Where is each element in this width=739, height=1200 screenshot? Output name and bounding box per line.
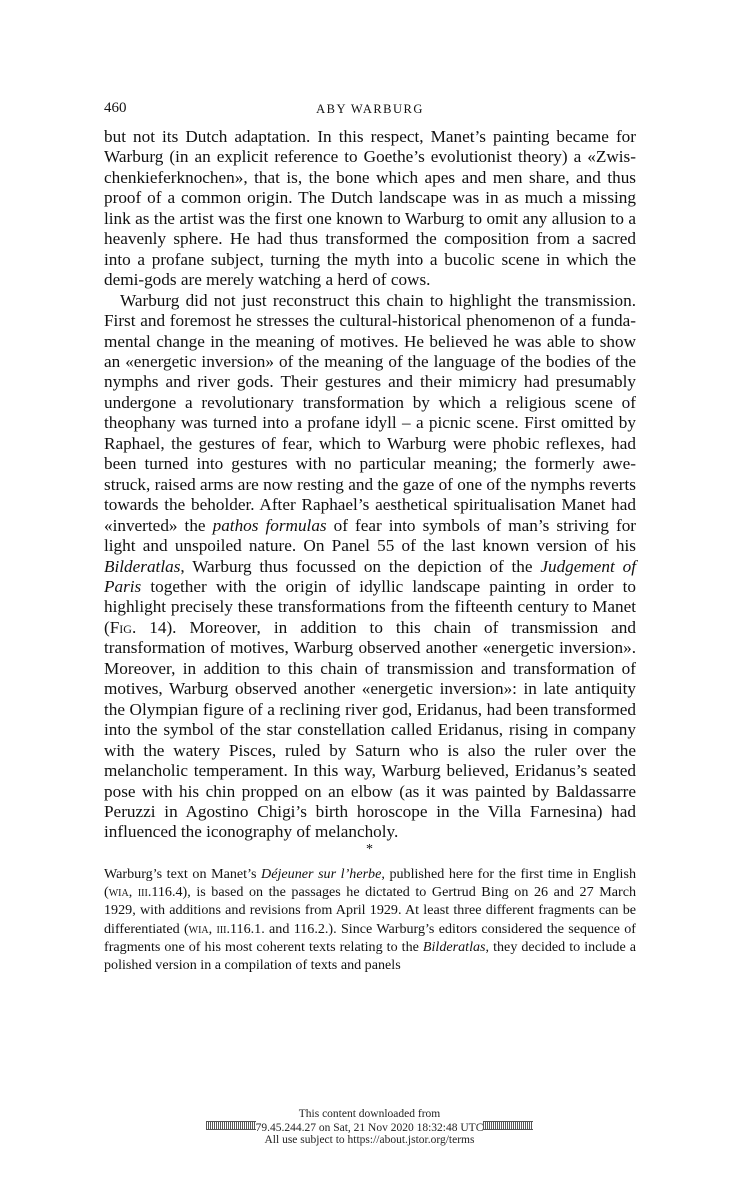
editorial-note xyxy=(104,865,636,974)
roman-numeral: iii xyxy=(137,884,148,901)
paragraph-1: but not its Dutch adaptation. In this respect, Manet’s painting became for Warburg (in an explicit reference to Goethe’s evolutionist theory) a «Zwischenkieferknochen», that is, the bone which apes and men share, and thus proof of a common origin. The Dutch landscape was in as much a missing link as the artist was the first one known to Warburg to omit any allusion to a heavenly sphere. He had thus transformed the composition from a sacred into a profane subject, turning the myth into a bucolic scene in which the demi-gods are merely watching a herd of cows. xyxy=(104,127,636,290)
page-header xyxy=(104,100,636,122)
note-paragraph xyxy=(104,865,636,974)
text-run: Warburg’s text on Manet’s xyxy=(104,866,262,882)
italic-title: Bilderatlas xyxy=(104,556,181,576)
text-run: .116.4), is based on the passages he dictated to Gertrud Bing on 26 and 27 March 1929, with additions and revisions from April 1929. At least three different fragments can be differentiated ( xyxy=(104,884,637,937)
text-run: of fear into symbols of man’s striving for light and unspoiled nature. On Panel 55 of the last known version of his xyxy=(104,515,637,556)
italic-title: Bilderatlas xyxy=(422,938,486,955)
footer-line-1: This content downloaded from xyxy=(298,1108,441,1120)
footer-line-2 xyxy=(0,1121,739,1135)
archive-siglum: wia xyxy=(188,920,209,937)
italic-title: Judgement of Paris xyxy=(104,556,636,596)
running-title: ABY WARBURG xyxy=(316,102,424,116)
section-separator: * xyxy=(366,842,373,857)
roman-numeral: iii xyxy=(216,920,227,937)
redaction-bar xyxy=(483,1121,533,1130)
text-run: , xyxy=(208,920,217,937)
text-run: 14). Moreover, in addition to this chain of transmission and transformation of motives, Warburg observed another «energetic inversion». Moreover, in addition to this chain of transmission and transformation of motives, Warburg observed another «energetic inversion»: in late antiquity the Olympian figure of a reclining river god, Eridanus, had been transformed into the symbol of the star constellation called Eridanus, rising in company with the watery Pisces, ruled by Saturn who is also the ruler over the melancholic temperament. In this way, Warburg believed, Eridanus’s seated pose with his chin propped on an elbow (as it was painted by Baldassarre Peruzzi in Agostino Chigi’s birth horoscope in the Villa Farnesina) had influenced the iconography of melancholy. xyxy=(104,617,636,842)
text-run: Warburg did not just reconstruct this chain to highlight the transmission. First and foremost he stresses the cultural-historical phenomenon of a fundamental change in the meaning of motives. He believed he was able to show an «energetic inversion» of the meaning of the language of the bodies of the nymphs and river gods. Their gestures and their mimicry had presumably undergone a revolutionary transformation by which a religious scene of theophany was turned into a profane idyll – a picnic scene. First omitted by Raphael, the gestures of fear, which to Warburg were phobic reflexes, had been turned into gestures with no particular meaning; the formerly awe-struck, raised arms are now resting and the gaze of one of the nymphs reverts towards the beholder. After Raphael’s aesthetical spiritualisation Manet had «inverted» the xyxy=(104,290,636,535)
text-run: , published here for the first time in English ( xyxy=(104,866,636,901)
paragraph-2 xyxy=(104,291,636,843)
text-run: , they decided to include a polished version in a compilation of texts and panels xyxy=(104,938,636,974)
footer-ip-text: 79.45.244.27 on Sat, 21 Nov 2020 18:32:48 UTC xyxy=(255,1121,484,1134)
italic-term: pathos formulas xyxy=(212,515,327,535)
page-number: 460 xyxy=(104,100,127,116)
redaction-bar xyxy=(206,1121,256,1130)
text-run: , Warburg thus focussed on the depiction of the xyxy=(180,556,541,576)
archive-siglum: wia xyxy=(108,884,129,901)
main-text xyxy=(104,127,636,843)
figure-reference: Fig. xyxy=(109,617,137,637)
text-run: together with the origin of idyllic landscape painting in order to highlight precisely these transformations from the fifteenth century to Manet ( xyxy=(104,576,636,637)
download-footer xyxy=(0,1108,739,1147)
footer-line-3: All use subject to https://about.jstor.org/terms xyxy=(264,1134,475,1146)
text-run: , xyxy=(128,884,138,901)
italic-title: Déjeuner sur l’herbe xyxy=(261,866,382,882)
text-run: .116.1. and 116.2.). Since Warburg’s editors considered the sequence of fragments one of his most coherent texts relating to the xyxy=(104,920,636,955)
